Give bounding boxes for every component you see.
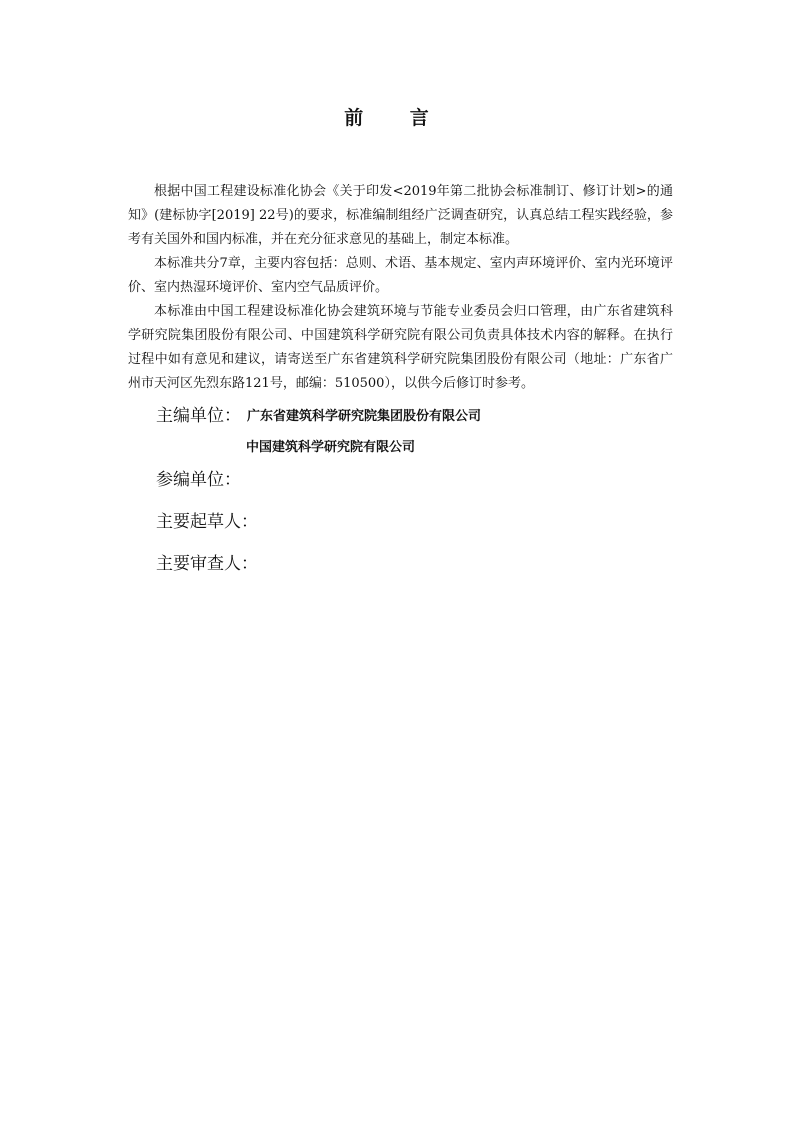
main-drafters-label: 主要起草人： <box>156 512 258 532</box>
page-title: 前 言 <box>344 107 449 129</box>
main-reviewers-line <box>156 552 258 576</box>
chief-editorial-unit-2: 中国建筑科学研究院有限公司 <box>246 440 416 455</box>
preface-paragraph-2: 本标准共分7章，主要内容包括：总则、术语、基本规定、室内声环境评价、室内光环境评价、室内热湿环境评价、室内空气品质评价。 <box>128 256 673 295</box>
chief-editorial-unit-1: 广东省建筑科学研究院集团股份有限公司 <box>247 409 482 424</box>
main-drafters-line <box>156 510 258 534</box>
chief-editorial-unit-line <box>156 404 481 429</box>
participating-unit-label: 参编单位： <box>156 470 241 490</box>
preface-paragraph-3: 本标准由中国工程建设标准化协会建筑环境与节能专业委员会归口管理，由广东省建筑科学研究院集团股份有限公司、中国建筑科学研究院有限公司负责具体技术内容的解释。在执行过程中如有意见和建议，请寄送至广东省建筑科学研究院集团股份有限公司（地址：广东省广州市天河区先烈东路121号，邮编：510500），以供今后修订时参考。 <box>128 304 673 391</box>
chief-editorial-unit-label: 主编单位： <box>156 406 241 426</box>
main-reviewers-label: 主要审查人： <box>156 554 258 574</box>
preface-paragraph-1: 根据中国工程建设标准化协会《关于印发<2019年第二批协会标准制订、修订计划>的通知》(建标协字[2019] 22号)的要求，标准编制组经广泛调查研究，认真总结工程实践经验，参考有关国外和国内标准，并在充分征求意见的基础上，制定本标准。 <box>128 184 673 247</box>
participating-unit-line <box>156 468 241 492</box>
